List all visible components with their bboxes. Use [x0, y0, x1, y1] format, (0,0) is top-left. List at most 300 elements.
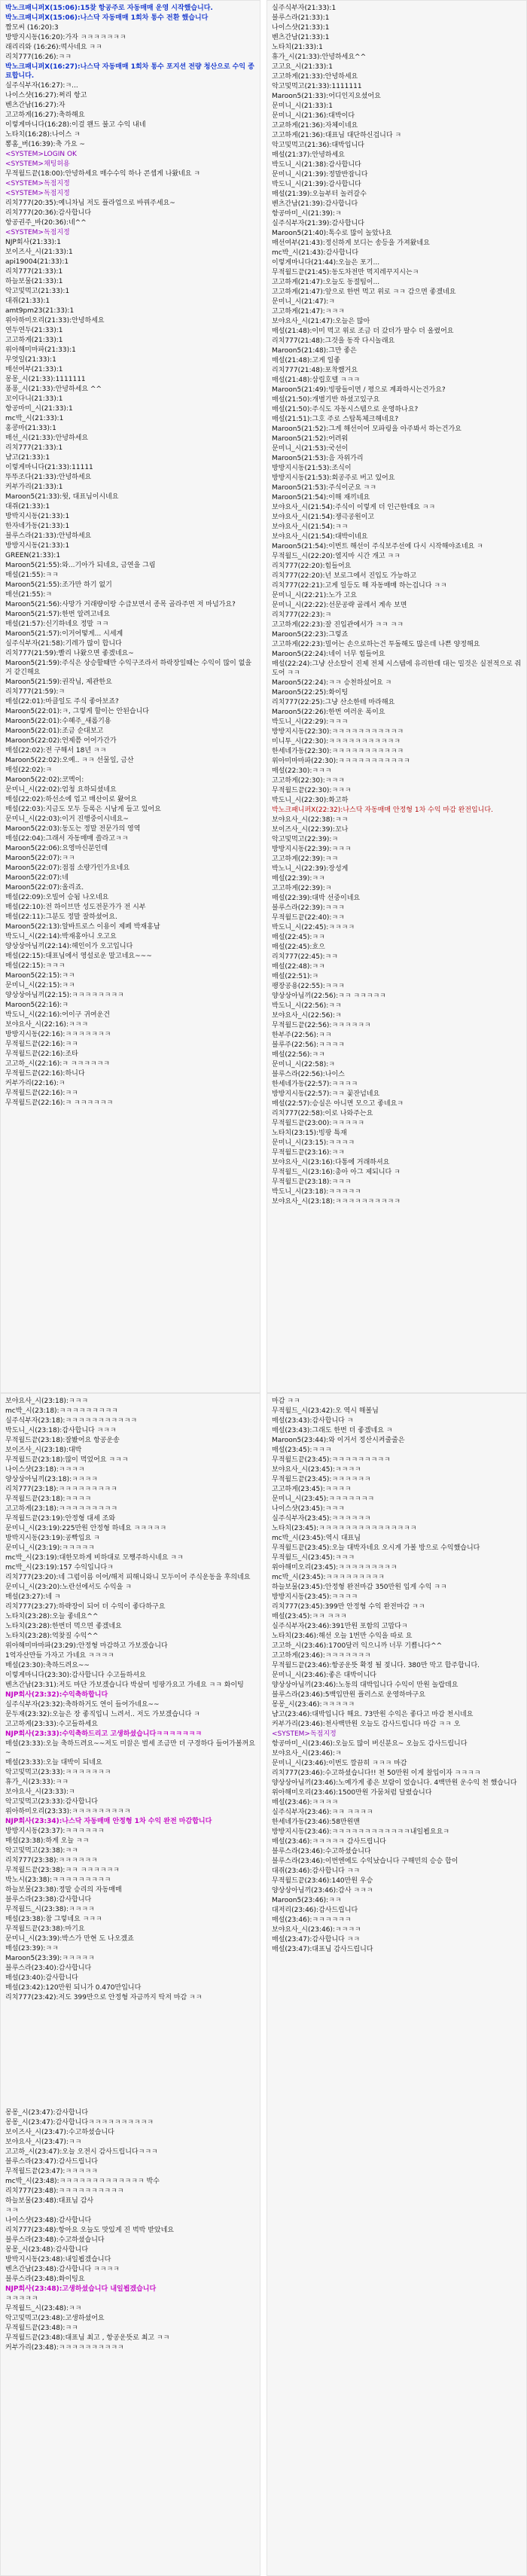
chat-message: Maroon5(22:25):화이팅 [272, 689, 349, 697]
chat-message: 보이즈사_시(23:47):수고하셨습니다 [5, 2129, 114, 2136]
chat-message: 매설(22:45):흐으 [272, 944, 325, 951]
chat-message: 보이즈사_시(23:18):대박 [5, 1447, 82, 1454]
chat-message: 리치777(21:59):빨리 나왔으면 좋겠네요~ [5, 650, 134, 657]
chat-message: 연두연두(21:33):1 [5, 327, 63, 334]
chat-message: 벤츠간남(16:27):자 [5, 102, 65, 109]
chat-message: <SYSTEM>LOGIN OK [5, 151, 77, 158]
chat-message: 방박지시동(21:33):1 [5, 513, 70, 520]
chat-message: Maroon5(21:59):권작님, 제관한요 [5, 678, 112, 686]
chat-message: 문미니_시(22:22):선문공략 골레서 계속 보면 [272, 602, 407, 609]
chat-message: 리치777(16:26):ㅋㅋ [5, 53, 72, 61]
chat-message: 매설(22:15):대표님에서 영설로운 말고네요~~~ [5, 953, 152, 960]
chat-message: 커부가리(22:16):ㅋ [5, 1080, 65, 1087]
chat-message: 고고하게(21:47):ㅋㅋㅋ [272, 308, 345, 316]
chat-message: 박도니_시(22:16):어이구 귀여운건 [5, 1011, 110, 1019]
chat-message: 보이즈사_시(21:33):1 [5, 248, 73, 256]
chat-message: 박도니_시(22:45):ㅋㅋㅋㅋ [272, 924, 355, 931]
chat-message: 리치777(23:48):ㅋㅋㅋㅋㅋㅋㅋㅋㅋㅋ [5, 2187, 124, 2195]
chat-message: 마감 ㅋㅋ [272, 1398, 300, 1405]
chat-message: 악고및먹고(23:48):고생하셨어요 [5, 2315, 105, 2322]
chat-message: 양상상아님끼(23:46):감사 ㅋㅋㅋ [272, 1887, 373, 1895]
chat-message: 리치777(22:20):넌 보로그에서 진입도 가능하고 [272, 572, 417, 580]
chat-message: 무적월드_시(23:48):ㅋㅋ [5, 2305, 82, 2312]
chat-message: 벤츠간남(23:48):감사합니다 ㅋㅋㅋㅋ [5, 2266, 120, 2273]
chat-message: 문미니_시(21:39):정말반잡니다 [272, 171, 368, 178]
chat-message: 위아하미오리(23:33):ㅋㅋㅋㅋㅋㅋㅋㅋㅋ [5, 1808, 131, 1815]
chat-message: Maroon5(23:39):ㅋㅋㅋㅋㅋ [5, 1955, 95, 1962]
chat-message: 보야요사_시(23:18):ㅋㅋㅋ [5, 1398, 89, 1405]
chat-message: 고고요_시(21:33):1 [272, 63, 333, 71]
chat-message: 무적월드끝(23:47):ㅋㅋㅋㅋㅋ [5, 2168, 98, 2175]
chat-message: <SYSTEM>독점지정 [272, 1730, 337, 1738]
chat-message: 노타치(16:28):나이스 ㅋ [5, 131, 81, 139]
chat-message: 무엇일(21:33):1 [5, 356, 56, 364]
chat-log-panel-2 [267, 0, 527, 1393]
chat-message: 블루스라(22:39):ㅋㅋㅋ [272, 904, 345, 912]
chat-message: 매설(23:45):ㅋㅋ ㅋㅋㅋ [272, 1613, 347, 1620]
chat-message: 문두재(23:32):오늘은 장 좋직입니 느려서.. 저도 가보겠습니다 ㅋ [5, 1711, 200, 1718]
chat-message: 매설(23:38):하게 오늘 ㅋㅋ [5, 1837, 90, 1845]
chat-message: 고고하_시(22:16):ㅋ ㅋㅋㅋㅋㅋㅋ [5, 1060, 110, 1068]
chat-message: 고고하게(21:36):대표님 대단하신겁니다 ㅋ [272, 132, 402, 139]
chat-message: <SYSTEM>독점지정 [5, 229, 70, 236]
chat-message: 문미니_시(23:19):ㅋㅋㅋㅋㅋ [5, 1544, 95, 1552]
chat-message: 무적월드끝(22:16):하니다 [5, 1070, 85, 1078]
chat-message: 방방지시동(23:46):ㅋㅋㅋㅋㅋㅋㅋㅋㅋㅋㅋㅋ내일뵙요요ㅋ [272, 1828, 449, 1836]
chat-message: 고교하게(21:36):자체이네요 [272, 122, 358, 130]
chat-message: Maroon5(22:07):ㅋㅋ [5, 855, 75, 862]
chat-message: 보야요사_시(21:54):쟁극공원이고 [272, 514, 375, 521]
chat-message: 보야요사_시(21:54):대박이네요 [272, 533, 368, 541]
chat-message: 무적월드끝(23:18):많이 먹었어요 ㅋㅋㅋ [5, 1456, 129, 1464]
chat-message: 박도니_시(22:56):ㅋㅋ [272, 1002, 342, 1010]
chat-message: 몽몽_시(23:47):감사합니다 [5, 2109, 89, 2117]
chat-message: 고고하게(23:18):ㅋㅋㅋㅋㅋㅋㅋㅋㅋ [5, 1505, 118, 1513]
chat-message: 매설(23:39):ㅋㅋ [5, 1945, 59, 1953]
chat-message: NJP회사(23:33):수익축하드리고 고생하셨습니다ㅋㅋㅋㅋㅋㅋㅋ [5, 1730, 203, 1738]
chat-message: 악고및먹고(23:33):ㅋㅋㅋㅋㅋㅋㅋ [5, 1769, 111, 1776]
chat-message: 하늘보물(23:45):안정형 완전마감 350만원 입게 수익 ㅋㅋ [272, 1584, 447, 1591]
chat-message: 한자네가동(21:33):1 [5, 523, 70, 530]
chat-message: 커부가리(23:46):천사백만원 오늘도 감사드립니다 마감 ㅋㅋ 오 [272, 1721, 461, 1728]
chat-message: 위아미마마파(22:30):ㅋㅋㅋㅋㅋㅋㅋㅋㅋㅋㅋ [272, 758, 410, 765]
chat-message: 매설(21:55):ㅋㅋ [5, 572, 59, 579]
chat-message: 리치777(20:36):감사합니다 [5, 209, 92, 217]
chat-message: NJP회사(23:34):나스닥 자동매매 안정형 1차 수익 완전 마감합니다 [5, 1818, 212, 1825]
chat-message: 고고하게(21:47):오늘도 동절팀이... [272, 279, 380, 286]
chat-message: 매설(23:46):ㅋㅋㅋㅋㅋㅋ [272, 1916, 352, 1924]
chat-message: 노타치(23:28):한번더 먹으면 좋겠네요 [5, 1623, 122, 1630]
chat-message: 위아하미오리(21:33):안녕하세요 [5, 317, 105, 325]
chat-message: 이렇게마니다(16:28):이걸 왠드 불고 수익 내네 [5, 121, 146, 129]
chat-message: 매설(23:42):120만원 되니가 0.470만입니다 [5, 1984, 142, 1992]
chat-message: 매설(22:11):그분도 정말 잘하셨어요. [5, 913, 117, 921]
chat-message: mc박_시(23:19):대한모하게 비하대로 모쨍주하시네요 ㅋㅋ [5, 1554, 184, 1562]
chat-message: 보야요사_시(22:16):ㅋㅋㅋ [5, 1021, 89, 1029]
chat-message: 이렇게마니다(21:44):오늘은 포기... [272, 259, 380, 267]
chat-message: 한세네가동(22:30):ㅋㅋㅋㅋㅋㅋㅋㅋㅋㅋㅋ [272, 748, 404, 755]
chat-message: 항공마미_시(23:46):오늘도 많이 버신분요~ 오늘도 감사드립니다 [272, 1740, 468, 1748]
chat-message: 문미니_시(21:33):1 [272, 102, 333, 110]
chat-message: 노타치(23:28):억찾질 수익^^ [5, 1632, 99, 1640]
chat-message: mc박_시(23:19):157 수익입니다ㅋ [5, 1564, 114, 1572]
chat-message: Maroon5(22:07):점점 소량가인가요네요 [5, 864, 130, 872]
chat-message: Maroon5(21:55):조가만 하기 없기 [5, 581, 112, 589]
chat-message: 휴가_시(21:33):안녕하세요^^ [272, 53, 367, 61]
chat-message: Maroon5(21:33):어디인지요셨어요 [272, 93, 381, 100]
chat-message: Maroon5(22:01):조금 순대보고 [5, 727, 104, 735]
chat-message: Maroon5(22:02):오예.. ㅋㅋ 선물일, 금산 [5, 757, 134, 764]
chat-message: 매설(23:38):참 그렇네요 ㅋㅋㅋ [5, 1916, 102, 1923]
chat-message: 리치777(23:27):하략장이 되어 더 수익이 좋다하구요 [5, 1603, 166, 1611]
chat-message: Maroon5(23:44):와 이거서 정산시켜줄줄은 [272, 1437, 405, 1444]
chat-message: 박도니_시(23:18):ㅋㅋㅋㅋㅋ [272, 1188, 361, 1196]
chat-message: 리치777(21:59):ㅋ [5, 688, 65, 696]
chat-message: 방방지시동(22:30):ㅋㅋㅋㅋㅋㅋㅋㅋㅋㅋㅋ [272, 728, 404, 736]
chat-message: 무적월드끝(21:45):동도차전만 먹지레꾸지시는ㅋ [272, 269, 419, 276]
chat-message: Maroon5(22:06):요영마신분인데 [5, 845, 108, 852]
chat-message: 블루스라(21:33):1 [272, 14, 330, 22]
chat-message: 리치777(21:33):1 [5, 268, 63, 276]
chat-message: 문미니_시(22:15):ㅋㅋ [5, 982, 75, 989]
chat-message: 박도니_시(23:18):감사합니다 ㅋㅋㅋ [5, 1427, 117, 1434]
chat-message: 한세네가동(23:46):58만원맨 [272, 1818, 360, 1826]
chat-message: 고고하게(16:27):축하해요 [5, 111, 85, 119]
chat-message: 나이스샷(21:33):1 [272, 24, 330, 32]
chat-message: 문미니_시(22:03):이거 진행중이시네요~ [5, 815, 129, 823]
chat-message: 매설(21:50):주식도 자동시스템으로 운영하나요? [272, 406, 419, 413]
chat-message: 무적월드끝(22:30):ㅋㅋㅋ [272, 787, 352, 794]
chat-message: 매설(22:57):승실은 아니면 모으고 좋네요ㅋ [272, 1100, 404, 1108]
chat-message: mc박_시(23:45):역시 대표님 [272, 1535, 361, 1542]
chat-message: mc박_시(23:45):ㅋㅋㅋㅋㅋㅋㅋㅋㅋ [272, 1574, 385, 1581]
chat-message: 매설(23:45):ㅋㅋㅋ [272, 1447, 332, 1454]
chat-message: <SYSTEM>채팅허용 [5, 160, 70, 168]
chat-message: 방방지시동(21:33):1 [5, 542, 70, 550]
chat-message: 실주식부자(23:18):ㅋㅋㅋㅋㅋㅋㅋㅋㅋㅋㅋ [5, 1417, 138, 1425]
chat-message: 매선(21:55):ㅋ [5, 591, 53, 599]
chat-message: Maroon5(22:01):ㅋ, 그렇게 할이는 안된습니다 [5, 708, 149, 715]
chat-message: 보야요사_시(21:47):오늘은 많아 [272, 318, 370, 325]
chat-message: 실주식부자(16:27):ㅋ... [5, 82, 78, 90]
chat-message: 이렇게마니다(21:33):11111 [5, 464, 93, 471]
chat-message: 매설(23:30):축하드려요~~ [5, 1662, 90, 1669]
chat-message: 박노니_시(22:39):장성게 [272, 865, 349, 873]
chat-message: 방방지시동(21:53):회공주로 버고 있어요 [272, 474, 395, 482]
chat-message: 박도니_시(21:39):감사합니다 [272, 181, 361, 188]
chat-message: 한부주(22:56):ㅋㅋ [272, 1032, 332, 1039]
chat-message: 양상상아님끼(22:15):ㅋㅋㅋㅋㅋㅋㅋㅋ [5, 992, 124, 999]
chat-message: 매설(22:48):ㅋㅋ [272, 963, 325, 971]
chat-message: 매설(22:24):그냥 산소탈이 진제 전체 시스템에 유리한데 대는 밀것은 실전적으로 줘도어 ㅋㅋ [272, 660, 522, 677]
chat-message: 매설(22:02):전 구해서 18년 ㅋㅋ [5, 747, 107, 755]
chat-message: 실주식부자(23:45):ㅋㅋㅋㅋㅋㅋ [272, 1515, 371, 1523]
chat-message: 래리리와 (16:26):떡사네요 ㅋㅋ [5, 44, 102, 51]
chat-message: Maroon5(21:33):웟, 대표님이시네요 [5, 493, 119, 501]
chat-message: 문미니_시(22:58):ㅋ [272, 1061, 335, 1069]
chat-message: 무적월드끝(23:38):마기요 [5, 1925, 85, 1933]
chat-message: Maroon5(21:52):어려워 [272, 435, 349, 443]
chat-message: 고고하게(23:45):ㅋㅋㅋㅋ [272, 1486, 352, 1493]
chat-message: 나이스샷(16:27):쩌리 항고 [5, 92, 87, 99]
chat-message: 무적월드끝(22:56):ㅋㅋㅋㅋㅋㅋ [272, 1022, 371, 1029]
chat-message: 양상상아님끼(22:14):헤인이가 오고입니다 [5, 943, 133, 950]
chat-message: 매설(22:02):하선소에 업고 매산이로 왔어요 [5, 796, 137, 803]
chat-message: 무적월드끝(23:45):오늘 대박자네요 오시게 가볼 방으로 수익했습니다 [272, 1544, 480, 1552]
chat-message: 실주식부자(23:46):ㅋㅋ ㅋㅋㅋㅋ [272, 1809, 373, 1816]
chat-message: 위아해미오리(23:45):ㅋㅋㅋㅋㅋㅋㅋㅋㅋ [272, 1564, 398, 1572]
chat-message: 보야요사_시(23:46):ㅋㅋㅋㅋ [272, 1926, 361, 1934]
chat-message: 문미니_시(23:20):노란선에서도 수익을 ㅋ [5, 1584, 132, 1591]
chat-message: ㅋㅋㅋㅋㅋ [5, 2295, 38, 2303]
chat-message: Maroon5(21:57):이거어떻게... 시세계 [5, 630, 123, 638]
chat-message: 홍콩마(21:33):1 [5, 425, 56, 432]
chat-message: 매설(23:47):대표님 감사드립니다 [272, 1946, 373, 1953]
chat-message: 무적월드끝(23:46):항공운뜻 확정 될 젖니다. 380만 막고 합주합니다. [272, 1662, 480, 1669]
chat-message: 박노크패니퍼X(15:06):나스닥 자동매매 1회차 통수 전환 했습니다 [5, 14, 209, 22]
chat-message: 블루스라(23:46):수고하셨습니다 [272, 1848, 371, 1855]
chat-message: 리치777(20:35):예니차님 저도 플라업으로 바꿔주세요~ [5, 200, 175, 207]
chat-message: 박도니_시(22:14):박재홍아니 오고요 [5, 933, 117, 940]
chat-message: 항공마미_시(21:33):1 [5, 405, 73, 413]
chat-message: 문미니_시(23:39):박스가 만현 도 나오겠죠 [5, 1935, 134, 1943]
chat-message: 매설(22:30):ㅋㅋㅋ [272, 767, 332, 775]
chat-message: 하늘보물(23:38):정말 승리의 자동매매 [5, 1886, 122, 1894]
chat-message: 냠고(21:33):1 [5, 454, 50, 462]
spacer [5, 2003, 255, 2108]
chat-message: 매설(22:02):ㅋ [5, 767, 53, 774]
chat-message: 보야요사_시(23:18):ㅋㅋㅋㅋㅋㅋㅋㅋㅋㅋ [272, 1198, 401, 1206]
chat-message: 뽕홈_버(16:39):축 가요 ~ [5, 141, 85, 148]
chat-message: 고고하게(22:39):ㅋ [272, 885, 332, 892]
chat-message: 방박지시동(23:48):내일뵙겠습니다 [5, 2256, 111, 2264]
chat-message: 블루스라(23:46):5백입만원 플러스로 운영하마구요 [272, 1691, 425, 1699]
chat-message: 대쥐(23:46):감사합니다 ㅋㅋ [272, 1867, 361, 1875]
chat-message: 방방지시동(23:37):ㅋㅋㅋㅋㅋㅋ [5, 1828, 105, 1835]
chat-message: 악고및먹고(21:36):대박입니다 [272, 142, 364, 149]
chat-message: 무적월드_시(23:38):ㅋㅋㅋㅋ [5, 1906, 95, 1913]
chat-message: 실주식부자(23:46):391만원 포함의 고맙다ㅋ [272, 1623, 408, 1630]
chat-log-panel-1 [0, 0, 260, 1393]
chat-message: 무적월드끝(23:38):ㅋㅋ ㅋㅋㅋㅋㅋㅋ [5, 1867, 120, 1874]
chat-message: 고고하게(23:46):ㅋㅋㅋㅋㅋㅋㅋ [272, 1652, 371, 1660]
chat-message: 무적월드끝(22:40):ㅋㅋ [272, 914, 345, 922]
chat-message: 악고및먹고(21:33):1111111 [272, 83, 362, 90]
chat-message: Maroon5(21:53):주식이군요 ㅋㅋ [272, 484, 376, 492]
chat-message: 무적월드끝(23:18):ㅋㅋㅋ [272, 1178, 352, 1186]
chat-message: 짭모씨 (16:20):3 [5, 24, 59, 32]
chat-message: 매설(23:43):감사합니다 ㅋ [272, 1417, 354, 1425]
chat-message: 위아해미마마파(23:29):안정형 마감하고 가보겠습니다 [5, 1642, 168, 1650]
chat-message: 이렇게마니다(23:30):감사합니다 수고들하셔요 [5, 1672, 146, 1679]
chat-message: 악고및먹고(23:38):ㅋㅋ [5, 1847, 78, 1855]
chat-message: 문미니_시(23:46):좋은 대박이니다 [272, 1672, 376, 1679]
chat-message: 나이스샷(23:48):감사합니다 [5, 2217, 92, 2224]
chat-message: 보야요사_시(21:54):주식이 이렇게 더 인근한데요 ㅋㅋ [272, 504, 436, 511]
chat-message: 보야요사_시(23:33):ㅋ [5, 1788, 75, 1796]
chat-message: 하늘보물(21:33):1 [5, 278, 63, 285]
chat-message: 무적월드끝(22:16):조타 [5, 1050, 78, 1058]
chat-message: 노타치(23:45):ㅋㅋㅋㅋㅋㅋㅋㅋㅋㅋㅋㅋㅋㅋㅋ [272, 1525, 417, 1532]
chat-message: 매설(21:50):개별기반 하셨고있구요 [272, 396, 380, 404]
chat-message: 블루스라(23:38):감사합니다 [5, 1896, 92, 1904]
chat-message: Maroon5(21:55):와...기아가 되네요, 금연을 그림 [5, 562, 156, 569]
chat-message: 문미니_시(23:19):225만원 안정형 하네요 ㅋㅋㅋㅋㅋ [5, 1525, 167, 1532]
chat-message: 문미니_시(23:15):ㅋㅋㅋㅋ [272, 1139, 355, 1147]
chat-message: 무적월드끝(23:46):140만원 우승 [272, 1877, 373, 1885]
chat-message: 보야요사_시(23:46):ㅋ [272, 1750, 342, 1757]
chat-message: Maroon5(22:02):코멕이: [5, 776, 84, 784]
chat-message: Maroon5(22:15):ㅋㅋ [5, 972, 75, 980]
chat-message: 리치777(21:48):그것을 동작 다시놀래요 [272, 337, 395, 345]
chat-message: 박노크패니퍼X(22:32):나스닥 자동매매 안정형 1차 수익 마감 완전입니다. [272, 806, 493, 814]
chat-message: 무적월드끝(23:48):ㅋㅋ [5, 2324, 78, 2332]
chat-message: 매설(21:37):안녕하세요 [272, 151, 345, 159]
chat-message: Maroon5(21:48):그만 좋은 [272, 347, 357, 355]
chat-message: 고고하_시(23:47):오늘 오전시 감사드립니다ㅋㅋㅋ [5, 2148, 158, 2156]
chat-log-panel-4 [267, 1393, 527, 2576]
chat-message: 보야요사_시(23:45):ㅋㅋㅋㅋ [272, 1466, 361, 1474]
chat-message: 매설(21:51):그호 주로 스탑톡체크해네요? [272, 416, 399, 423]
chat-message: 양상상아님끼(23:46):노동의 대박입니다 수익이 만원 놀랍데요 [272, 1681, 458, 1689]
chat-message: mc박_시(23:18):ㅋㅋㅋㅋㅋㅋㅋㅋㅋ [5, 1407, 118, 1415]
chat-message: 고고하게(22:30):ㅋㅋㅋ [272, 777, 345, 785]
chat-message: NJP회사(21:33):1 [5, 239, 61, 246]
chat-message: 리치777(23:42):저도 399만으로 안정형 자금까지 탁저 마감 ㅋㅋ [5, 1994, 203, 2001]
chat-message: Maroon5(22:24):ㅋㅋ 승천하섰어요 ㅋ [272, 679, 392, 687]
chat-message: 문미니_시(21:47):ㅋ [272, 298, 335, 306]
chat-message: 대쥐(21:33):1 [5, 503, 50, 511]
chat-message: 매설(23:46):ㅋㅋㅋㅋ [272, 1799, 339, 1806]
chat-message: 항공마미_시(21:39):ㅋ [272, 210, 342, 218]
chat-message: 무적월드끝(23:18):잘봤어요 항공운송 [5, 1437, 120, 1444]
chat-message: 양상상아님끼(23:46):노예가게 좋은 보람이 었습니다. 4백만원 운수익 천 했습니다 [272, 1779, 517, 1787]
chat-message: 매설(23:46):ㅋㅋㅋㅋㅋ 감사드립니다 [272, 1838, 386, 1846]
chat-message: 매설(22:51):ㅋ [272, 973, 319, 980]
chat-message: 무적월드끝(22:16):ㅋ ㅋㅋㅋㅋㅋㅋ [5, 1099, 114, 1107]
chat-message: 매설(23:43):그래도 한번 더 좋겠네요 ㅋ [272, 1427, 393, 1434]
chat-message: GREEN(21:33):1 [5, 552, 61, 559]
chat-message: 팽장공용(22:55):ㅋㅋㅋ [272, 983, 345, 990]
chat-message: Maroon5(22:26):한번 여러운 폭이요 [272, 709, 385, 716]
chat-message: 노타치(21:33):1 [272, 44, 323, 51]
chat-message: 문미니_시(23:45):ㅋㅋㅋㅋㅋㅋㅋ [272, 1495, 375, 1503]
chat-message: 무적월드_시(23:16):총아 아그 제되니다 ㅋ [272, 1169, 401, 1176]
chat-message: <SYSTEM>독점지정 [5, 190, 70, 197]
chat-message: 매설(22:39):대박 선중이네요 [272, 895, 361, 902]
chat-message: 블루스라(23:46):이번엔에도 수익났습니다 구해민의 승승 합이 [272, 1858, 458, 1865]
chat-message: 매설(23:27):네 ㅋ [5, 1593, 61, 1601]
chat-message: mc박_시(23:48):ㅋㅋㅋㅋㅋㅋㅋㅋㅋㅋㅋㅋㅋ 박수 [5, 2178, 160, 2185]
chat-message: 휴가_시(23:33):ㅋㅋ [5, 1779, 69, 1786]
chat-message: 보야요사_시(21:54):ㅋㅋ [272, 523, 349, 531]
chat-message: <SYSTEM>독점지정 [5, 180, 70, 187]
chat-message: 고고하게(21:33):안녕하세요 [272, 73, 358, 81]
chat-message: 매설(23:33):오늘 대박이 되네요 [5, 1759, 102, 1767]
chat-message: 블루스라(23:40):감사합니다 [5, 1965, 92, 1972]
chat-message: Maroon5(21:40):톡수로 많이 놀았나요 [272, 230, 392, 237]
chat-message: 매설(22:15):ㅋㅋㅋ [5, 962, 65, 970]
chat-message: Maroon5(22:07):네 [5, 874, 69, 882]
chat-message: 실주식부자(21:39):감사합니다 [272, 220, 364, 227]
chat-message: 대저리(23:46):감사드립니다 [272, 1907, 358, 1914]
chat-message: Maroon5(22:24):네이 너무 힘들어요 [272, 651, 385, 658]
chat-message: 매설(23:47):감사합니다 ㅋㅋ [272, 1936, 361, 1943]
chat-message: Maroon5(22:02):언제쯤 어어가간가 [5, 737, 117, 745]
chat-message: 매설(22:39):ㅋㅋ [272, 875, 325, 883]
chat-message: 매설(22:04):그래서 자동매매 쓸라고ㅋㅋ [5, 835, 129, 843]
chat-message: 문미니_시(23:46):이번도 깔끔히 ㅋㅋㅋ 마감 [272, 1760, 407, 1767]
chat-message: 매설(21:48):이미 먹고 위로 조금 더 갔더가 팔수 더 올렸어요 [272, 328, 454, 335]
chat-message: 블루스라(23:47):감사드립니다 [5, 2158, 98, 2166]
chat-message: 매선여부(21:33):1 [5, 366, 63, 373]
chat-message: 냠고(23:46):대박입니다 해요. 73만원 수익은 좋다고 마감 천시네요 [272, 1711, 474, 1718]
chat-message: 리치777(22:21):고게 일등도 해 자동매매 하는겁니다 ㅋㅋ [272, 582, 447, 590]
chat-message: 박노크패니퍼X(16:27):나스닥 자동매매 1회차 통수 포지션 전량 청산으로 수익 종료합니다. [5, 63, 254, 80]
chat-message: 리치777(21:48):포착했거요 [272, 367, 358, 374]
chat-message: 리치777(21:33):1 [5, 444, 63, 452]
chat-message: 커부가리(21:33):1 [5, 483, 63, 491]
chat-message: 무적월드끝(22:16):ㅋㅋ [5, 1041, 78, 1048]
chat-message: 리치777(23:18):ㅋㅋㅋㅋㅋㅋㅋㅋㅋ [5, 1486, 117, 1493]
chat-message: 매설(22:10):전 하이브만 성도전문가가 전 시부 [5, 904, 146, 911]
chat-message: 매설(21:48):고게 일좋 [272, 357, 341, 364]
chat-message: 몽몽_시(23:47):감사합니다ㅋㅋㅋㅋㅋㅋㅋㅋㅋㅋ [5, 2119, 154, 2126]
chat-message: mc박_시(21:33):1 [5, 415, 64, 422]
chat-message: 고고하게(22:23):잘 진입관에서가 ㅋㅋ ㅋㅋ [272, 621, 404, 629]
chat-message: 양상상아님끼(23:18):ㅋㅋㅋㅋ [5, 1476, 98, 1483]
chat-message: 무적월드끝(22:16):ㅋㅋ [5, 1090, 78, 1097]
chat-message: 무적월드_시(22:20):열지마 시간 개고 ㅋㅋ [272, 553, 401, 560]
chat-message: 노타치(23:15):빙팡 특재 [272, 1129, 347, 1137]
chat-message: 리치777(23:46):수고하셨습니다!! 천 50만원 이게 찰입이자 ㅋㅋㅋㅋ [272, 1770, 481, 1777]
chat-message: Maroon5(21:56):사망가 거래량이랑 수급보면서 종목 골라주면 저 마넘가요? [5, 601, 236, 608]
chat-message: 매설(22:45):ㅋㅋ [272, 934, 325, 941]
chat-message: 고고하게(22:39):ㅋㅋ [272, 855, 339, 863]
chat-message: 미니투_시(22:30):ㅋㅋㅋㅋㅋㅋㅋㅋㅋㅋㅋ [272, 738, 401, 745]
chat-message: NJP회사(23:32):수익축하합니다 [5, 1691, 108, 1699]
chat-message: 박도니_시(22:29):ㅋㅋㅋ [272, 718, 349, 726]
chat-message: Maroon5(21:49):빙팡들이면 / 평으로 계좌하시는건가요? [272, 386, 446, 394]
chat-message: 보야요사_시(22:38):ㅋㅋ [272, 816, 349, 824]
chat-message: 위아해미마파(21:33):1 [5, 346, 76, 354]
chat-message: Maroon5(21:53):음 자위가리 [272, 455, 364, 462]
chat-message: ㅋㅋ [5, 2207, 19, 2215]
chat-message: 블루주(22:56):ㅋㅋㅋㅋ [272, 1041, 345, 1049]
chat-message: 양상상아님끼(22:56):ㅋㅋ ㅋㅋㅋㅋㅋ [272, 992, 386, 1000]
chat-message: 뚜뚜조다(21:33):안녕하세요 [5, 474, 92, 481]
chat-message: Maroon5(23:46):ㅋㅋ [272, 1897, 342, 1904]
chat-message: 블루스라(23:48):화이팅요 [5, 2276, 85, 2283]
chat-log-panel-3 [0, 1393, 260, 2576]
chat-message: Maroon5(22:01):수혜주_새롭기용 [5, 718, 111, 725]
chat-message: 노타치(23:46):해선 오늘 1번만 수익을 따로 요 [272, 1632, 413, 1640]
chat-message: Maroon5(21:54):이해 재끼네요 [272, 494, 370, 501]
chat-message: 매설(21:57):신기하네요 정말 ㅋㅋ [5, 620, 109, 628]
chat-message: Maroon5(21:54):이번트 해선이 주식보주선에 다시 시작해야죠네요 ㅋ [272, 543, 483, 550]
chat-message: 방방지시동(23:45):ㅋㅋㅋㅋ [272, 1593, 358, 1601]
chat-message: Maroon5(22:07):올리죠. [5, 884, 84, 892]
chat-message: 퐁퐁_시(21:33):안녕하세요 ^^ [5, 386, 102, 393]
chat-message: 리치777(23:20):네 그럼이름 이어/해저 피해니와니 모두이어 주식운동을 후의네요 [5, 1574, 251, 1581]
chat-message: 문미니_시(22:21):노가 고요 [272, 592, 357, 599]
chat-message: 몽몽_시(23:46):ㅋㅋㅋㅋㅋ [272, 1701, 355, 1709]
chat-message: 몽몽_시(21:33):1111111 [5, 376, 86, 383]
chat-message: 실주식부자(23:32):축하하거도 연이 들어가네요~~ [5, 1701, 160, 1709]
chat-message: 무적월드끝(23:18):ㅋㅋㅋㅋ [5, 1495, 92, 1503]
chat-message: 박도니_시(22:30):화고하 [272, 797, 349, 804]
chat-message: 대쥐(21:33):1 [5, 297, 50, 305]
